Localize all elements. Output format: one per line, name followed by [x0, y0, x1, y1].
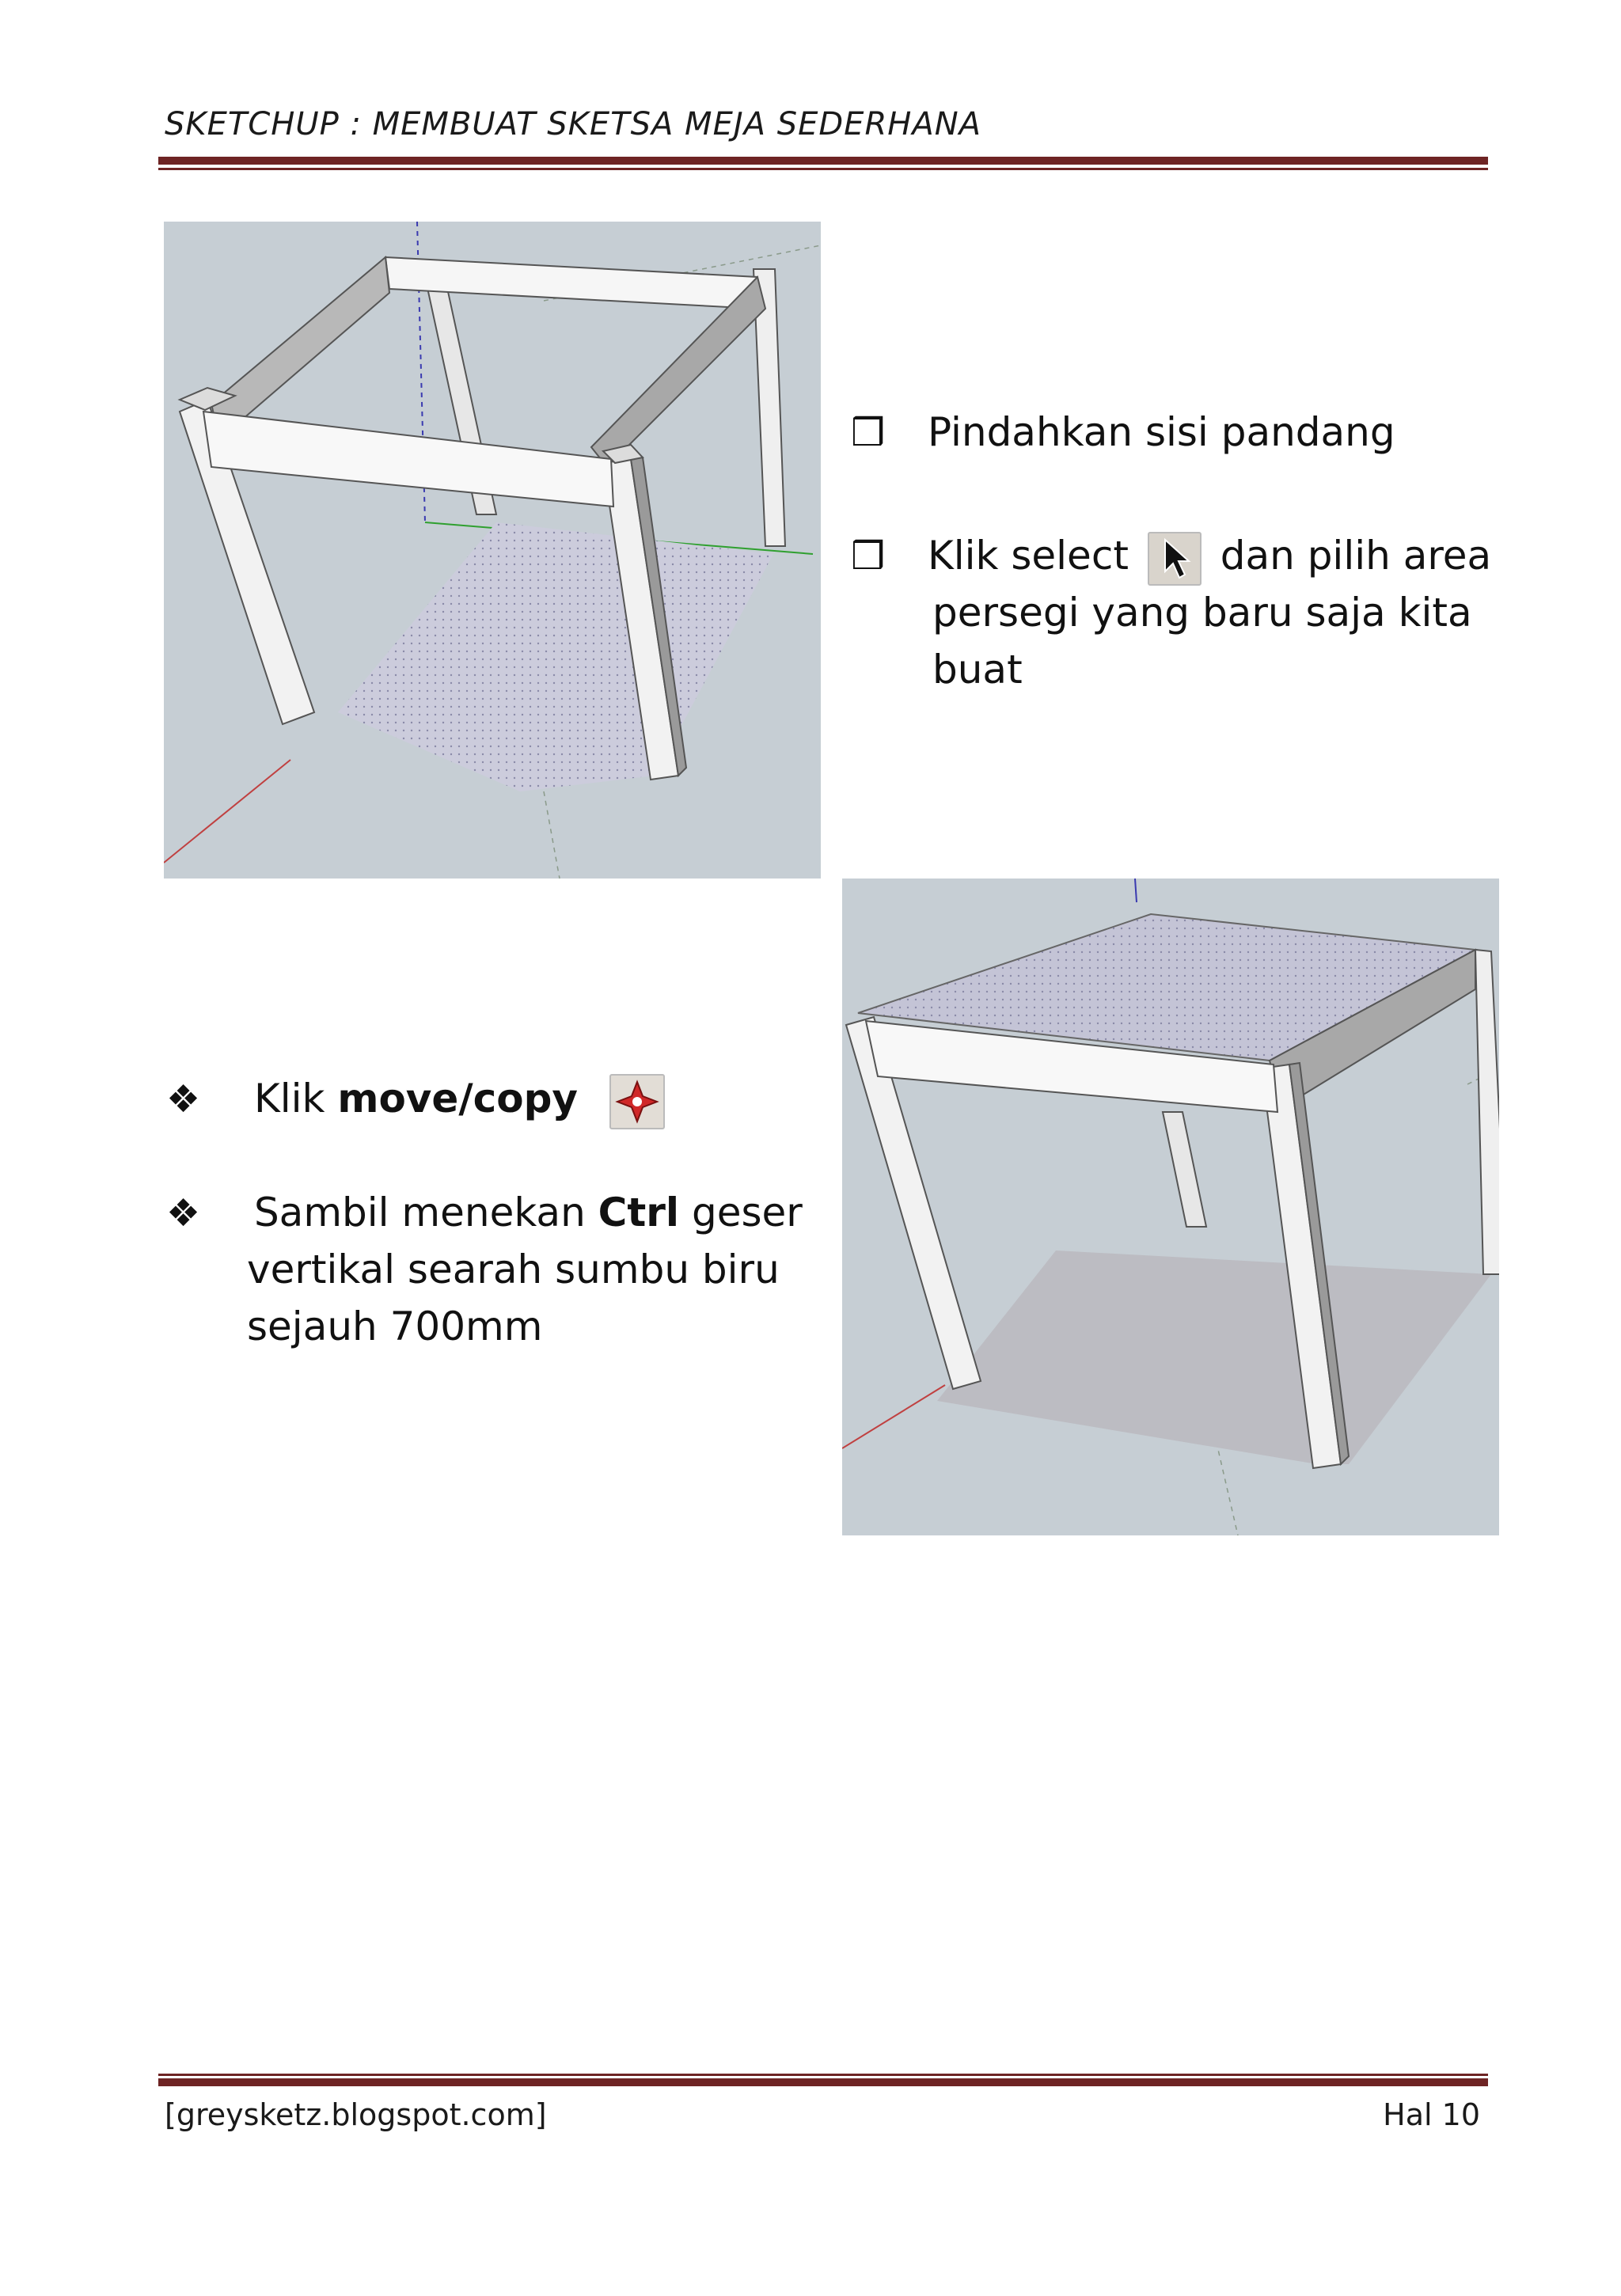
bullet-text: Klik select: [927, 533, 1129, 579]
bullet-item-4: [166, 1184, 803, 1242]
header-rule: [158, 157, 1488, 165]
bullet-text: dan pilih area: [1220, 533, 1492, 579]
bullet-continuation: vertikal searah sumbu biru: [247, 1247, 780, 1292]
select-arrow-icon: [1148, 532, 1202, 586]
table-frame-figure: [164, 222, 821, 879]
table-with-top-figure: [842, 879, 1499, 1535]
diamond-bullet-icon: ❖: [166, 1077, 201, 1121]
bullet-item-1: [851, 404, 1395, 461]
footer-rule-thin: [158, 2074, 1488, 2076]
checkbox-bullet-icon: ❒: [851, 534, 886, 579]
bullet-continuation: buat: [932, 647, 1023, 693]
bullet-text: geser: [679, 1190, 803, 1235]
bullet-item-3: [166, 1070, 665, 1129]
footer-page-number: Hal 10: [1383, 2097, 1480, 2132]
move-copy-icon: [609, 1074, 665, 1129]
footer-source: [greysketz.blogspot.com]: [165, 2097, 547, 2132]
bullet-text: Pindahkan sisi pandang: [927, 409, 1395, 455]
bullet-bold-text: Ctrl: [598, 1190, 680, 1235]
checkbox-bullet-icon: ❒: [851, 411, 886, 455]
bullet-continuation: persegi yang baru saja kita: [932, 590, 1472, 636]
footer-rule: [158, 2078, 1488, 2086]
page-header-title: SKETCHUP : MEMBUAT SKETSA MEJA SEDERHANA: [165, 106, 981, 142]
bullet-text: Klik: [253, 1076, 338, 1121]
bullet-item-2: [851, 527, 1491, 586]
bullet-text: Sambil menekan: [253, 1190, 598, 1235]
bullet-continuation: sejauh 700mm: [247, 1304, 543, 1349]
bullet-bold-text: move/copy: [337, 1076, 578, 1121]
diamond-bullet-icon: ❖: [166, 1191, 201, 1235]
header-rule-thin: [158, 168, 1488, 170]
